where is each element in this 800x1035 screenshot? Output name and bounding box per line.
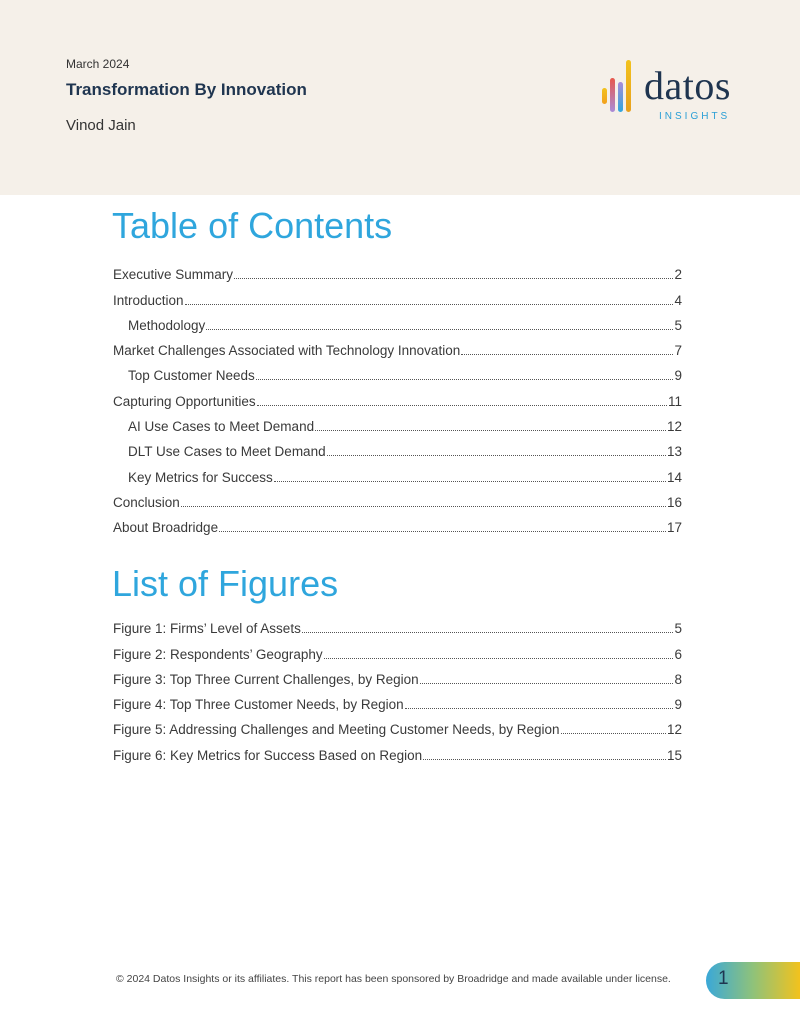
figures-list	[113, 611, 682, 763]
toc-entry-label: Capturing Opportunities	[113, 393, 256, 409]
dot-leader	[420, 682, 674, 684]
logo-bar-icon	[602, 88, 607, 104]
dot-leader	[561, 732, 666, 734]
logo-subtitle: INSIGHTS	[659, 111, 731, 122]
toc-entry[interactable]	[113, 333, 682, 358]
toc-entry-label: AI Use Cases to Meet Demand	[128, 419, 315, 435]
figure-entry-page: 6	[674, 646, 682, 662]
toc-entry-page: 12	[666, 419, 682, 435]
dot-leader	[274, 480, 666, 482]
figure-entry[interactable]	[113, 712, 682, 737]
logo-bar-icon	[626, 60, 631, 112]
toc-entry-label: Conclusion	[113, 494, 180, 510]
dot-leader	[256, 378, 674, 380]
dot-leader	[327, 454, 666, 456]
dot-leader	[257, 404, 667, 406]
datos-logo	[600, 58, 750, 122]
toc-entry-label: Top Customer Needs	[128, 368, 255, 384]
dot-leader	[461, 353, 673, 355]
toc-entry[interactable]	[113, 485, 682, 510]
toc-entry[interactable]	[113, 282, 682, 307]
toc-entry-page: 5	[674, 317, 682, 333]
toc-entry[interactable]	[113, 434, 682, 459]
report-author: Vinod Jain	[66, 117, 136, 134]
figure-entry[interactable]	[113, 611, 682, 636]
dot-leader	[324, 657, 674, 659]
toc-entry[interactable]	[113, 358, 682, 383]
toc-entry[interactable]	[113, 308, 682, 333]
toc-entry[interactable]	[113, 459, 682, 484]
toc-entry-label: About Broadridge	[113, 520, 219, 536]
figure-entry[interactable]	[113, 687, 682, 712]
dot-leader	[206, 328, 673, 330]
toc-entry-page: 17	[666, 520, 682, 536]
logo-bar-icon	[610, 78, 615, 112]
dot-leader	[219, 530, 666, 532]
toc-entry[interactable]	[113, 383, 682, 408]
toc-entry-page: 11	[667, 393, 682, 409]
figure-entry[interactable]	[113, 737, 682, 762]
figure-entry-label: Figure 2: Respondents’ Geography	[113, 646, 323, 662]
figure-entry-page: 12	[666, 722, 682, 738]
footer-license-text: © 2024 Datos Insights or its affiliates. This report has been sponsored by Broadridge and made available under license.	[116, 973, 671, 985]
dot-leader	[302, 631, 674, 633]
page-number: 1	[718, 968, 729, 989]
dot-leader	[315, 429, 666, 431]
toc-entry-label: Market Challenges Associated with Technology Innovation	[113, 343, 461, 359]
report-title: Transformation By Innovation	[66, 80, 307, 99]
figure-entry-label: Figure 4: Top Three Customer Needs, by Region	[113, 697, 404, 713]
toc-entry-page: 14	[666, 469, 682, 485]
figure-entry-label: Figure 1: Firms’ Level of Assets	[113, 621, 301, 637]
toc-entry[interactable]	[113, 409, 682, 434]
toc-entry-page: 4	[674, 292, 682, 308]
toc-entry-page: 2	[674, 267, 682, 283]
figure-entry[interactable]	[113, 636, 682, 661]
toc-entry-page: 16	[666, 494, 682, 510]
page-header	[0, 0, 800, 195]
toc-heading: Table of Contents	[112, 205, 393, 246]
figure-entry-page: 15	[666, 747, 682, 763]
toc-entry-label: Executive Summary	[113, 267, 234, 283]
figure-entry-page: 9	[674, 697, 682, 713]
toc-entry[interactable]	[113, 510, 682, 535]
toc-entry-label: DLT Use Cases to Meet Demand	[128, 444, 326, 460]
toc-entry[interactable]	[113, 257, 682, 282]
dot-leader	[234, 277, 673, 279]
figure-entry-label: Figure 5: Addressing Challenges and Meeting Customer Needs, by Region	[113, 722, 560, 738]
dot-leader	[185, 303, 674, 305]
toc-entry-label: Introduction	[113, 292, 184, 308]
figure-entry-label: Figure 3: Top Three Current Challenges, by Region	[113, 671, 419, 687]
figures-heading: List of Figures	[112, 563, 339, 604]
toc-list	[113, 257, 682, 535]
toc-entry-page: 9	[674, 368, 682, 384]
dot-leader	[405, 707, 674, 709]
logo-word: datos	[644, 63, 731, 108]
dot-leader	[423, 758, 666, 760]
figure-entry-page: 5	[674, 621, 682, 637]
report-date: March 2024	[66, 57, 130, 71]
toc-entry-page: 13	[666, 444, 682, 460]
toc-entry-label: Methodology	[128, 317, 206, 333]
toc-entry-page: 7	[674, 343, 682, 359]
logo-bar-icon	[618, 82, 623, 112]
page-number-badge	[706, 962, 800, 999]
figure-entry[interactable]	[113, 662, 682, 687]
figure-entry-label: Figure 6: Key Metrics for Success Based on Region	[113, 747, 423, 763]
figure-entry-page: 8	[674, 671, 682, 687]
dot-leader	[181, 505, 666, 507]
toc-entry-label: Key Metrics for Success	[128, 469, 273, 485]
